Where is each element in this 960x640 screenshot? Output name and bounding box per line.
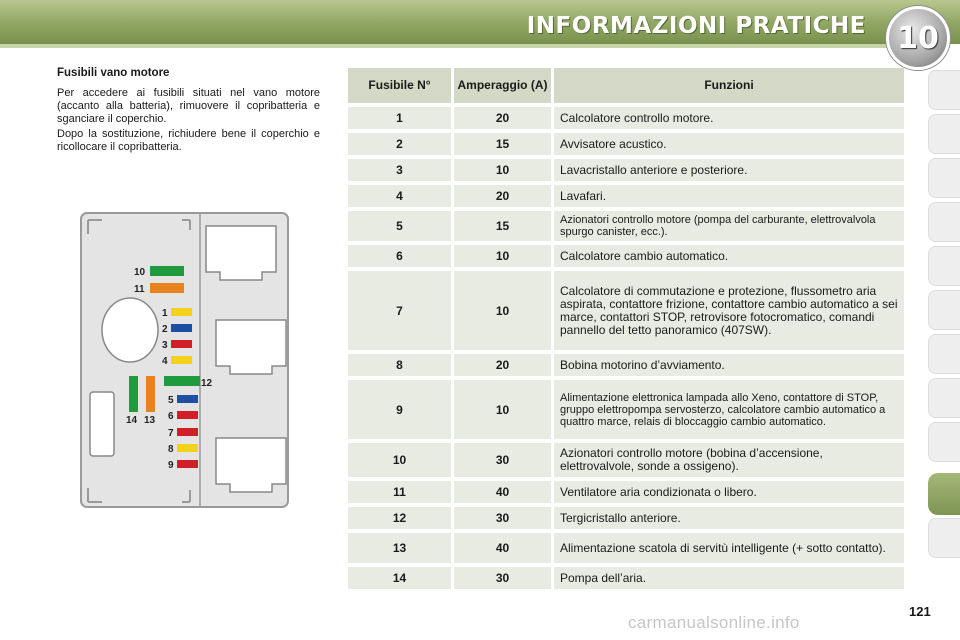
cell-amperage: 30 [454, 443, 551, 477]
cell-function: Bobina motorino d’avviamento. [554, 354, 904, 376]
fuse-11 [150, 283, 184, 293]
cell-amperage: 40 [454, 533, 551, 563]
cell-amperage: 20 [454, 185, 551, 207]
cell-function: Azionatori controllo motore (pompa del carburante, elettrovalvola spurgo canister, ecc.). [554, 211, 904, 241]
table-row [348, 159, 904, 181]
header-functions: Funzioni [554, 68, 904, 103]
watermark: carmanualsonline.info [628, 613, 800, 632]
cell-fuse-number: 4 [348, 185, 451, 207]
cell-fuse-number: 12 [348, 507, 451, 529]
cell-amperage: 40 [454, 481, 551, 503]
chapter-tab[interactable] [928, 158, 960, 198]
relay-socket-top [206, 226, 276, 280]
cell-amperage: 10 [454, 271, 551, 350]
fuse-label: 5 [168, 395, 174, 406]
fuse-6 [177, 411, 198, 419]
cell-fuse-number: 13 [348, 533, 451, 563]
fuse-label: 2 [162, 324, 168, 335]
cell-fuse-number: 3 [348, 159, 451, 181]
fuse-label: 10 [134, 267, 146, 278]
cell-function: Lavacristallo anteriore e posteriore. [554, 159, 904, 181]
fuse-label: 14 [126, 415, 138, 426]
table-row [348, 107, 904, 129]
header-fuse-number: Fusibile N° [348, 68, 451, 103]
table-row [348, 133, 904, 155]
fuse-label: 1 [162, 308, 168, 319]
fuse-box-diagram [80, 212, 290, 510]
cell-function: Alimentazione elettronica lampada allo Xeno, contattore di STOP, gruppo elettropompa servosterzo, calcolatore cambio automatico a quattro marce, relais di bloccaggio cambio automatico. [554, 380, 904, 439]
fuse-label: 13 [144, 415, 156, 426]
cell-function: Alimentazione scatola di servitù intelligente (+ sotto contatto). [554, 533, 904, 563]
cell-fuse-number: 14 [348, 567, 451, 589]
table-row [348, 185, 904, 207]
chapter-tab[interactable] [928, 334, 960, 374]
fuse-5 [177, 395, 198, 403]
cell-fuse-number: 5 [348, 211, 451, 241]
table-row [348, 507, 904, 529]
fuse-4 [171, 356, 192, 364]
chapter-tab[interactable] [928, 70, 960, 110]
cell-fuse-number: 2 [348, 133, 451, 155]
fuse-10 [150, 266, 184, 276]
table-row [348, 533, 904, 563]
fuse-label: 3 [162, 340, 168, 351]
table-row [348, 211, 904, 241]
fuse-label: 9 [168, 460, 174, 471]
cell-fuse-number: 9 [348, 380, 451, 439]
cell-amperage: 15 [454, 133, 551, 155]
fuse-12 [164, 376, 200, 386]
fuse-13 [146, 376, 155, 412]
page-number: 121 [909, 604, 931, 619]
cell-fuse-number: 1 [348, 107, 451, 129]
table-row [348, 354, 904, 376]
fuse-label: 4 [162, 356, 168, 367]
cell-function: Calcolatore di commutazione e protezione, flussometro aria aspirata, contattore frizione, contattore cambio automatico a sei marce, contattori STOP, retrovisore fotocromatico, comandi pannello del tetto panoramico (407SW). [554, 271, 904, 350]
chapter-tab[interactable] [928, 246, 960, 286]
table-row [348, 271, 904, 350]
page-header [0, 0, 960, 64]
cell-amperage: 15 [454, 211, 551, 241]
fuse-1 [171, 308, 192, 316]
table-row [348, 380, 904, 439]
cell-function: Pompa dell’aria. [554, 567, 904, 589]
chapter-badge [886, 6, 950, 70]
section-title: Fusibili vano motore [57, 67, 170, 79]
table-header [348, 68, 904, 103]
cell-fuse-number: 11 [348, 481, 451, 503]
chapter-tab[interactable] [928, 290, 960, 330]
fuse-label: 12 [201, 378, 213, 389]
chapter-tab-active[interactable] [928, 473, 960, 515]
table-row [348, 245, 904, 267]
table-row [348, 443, 904, 477]
header-divider [0, 44, 900, 48]
cell-amperage: 20 [454, 107, 551, 129]
relay-socket-round [102, 298, 158, 362]
chapter-tab[interactable] [928, 114, 960, 154]
cell-function: Lavafari. [554, 185, 904, 207]
fuse-8 [177, 444, 198, 452]
table-row [348, 567, 904, 589]
chapter-tab[interactable] [928, 422, 960, 462]
cell-function: Tergicristallo anteriore. [554, 507, 904, 529]
table-row [348, 481, 904, 503]
fuse-label: 11 [134, 284, 145, 295]
chapter-number: 10 [897, 21, 939, 56]
relay-socket-bottom [216, 438, 286, 492]
fuse-label: 7 [168, 428, 174, 439]
cell-function: Calcolatore controllo motore. [554, 107, 904, 129]
relay-socket-middle [216, 320, 286, 374]
intro-paragraph: Per accedere ai fusibili situati nel vano motore (accanto alla batteria), rimuovere il copribatteria e sganciare il coperchio. [57, 87, 320, 125]
fuse-label: 6 [168, 411, 174, 422]
cell-function: Avvisatore acustico. [554, 133, 904, 155]
cell-amperage: 30 [454, 507, 551, 529]
fuse-3 [171, 340, 192, 348]
header-amperage: Amperaggio (A) [454, 68, 551, 103]
cell-amperage: 10 [454, 245, 551, 267]
fuse-7 [177, 428, 198, 436]
cell-fuse-number: 6 [348, 245, 451, 267]
chapter-tab[interactable] [928, 518, 960, 558]
cell-function: Ventilatore aria condizionata o libero. [554, 481, 904, 503]
relay-socket-small [90, 392, 114, 456]
cell-fuse-number: 7 [348, 271, 451, 350]
cell-function: Calcolatore cambio automatico. [554, 245, 904, 267]
cell-function: Azionatori controllo motore (bobina d’accensione, elettrovalvole, sonde a ossigeno). [554, 443, 904, 477]
fuse-label: 8 [168, 444, 174, 455]
cell-amperage: 30 [454, 567, 551, 589]
cell-fuse-number: 10 [348, 443, 451, 477]
chapter-tab[interactable] [928, 202, 960, 242]
fuse-14 [129, 376, 138, 412]
cell-amperage: 20 [454, 354, 551, 376]
chapter-tab[interactable] [928, 378, 960, 418]
chapter-title: INFORMAZIONI PRATICHE [526, 13, 866, 39]
cell-amperage: 10 [454, 380, 551, 439]
fuse-2 [171, 324, 192, 332]
intro-paragraph: Dopo la sostituzione, richiudere bene il coperchio e ricollocare il copribatteria. [57, 128, 320, 153]
fuse-9 [177, 460, 198, 468]
cell-amperage: 10 [454, 159, 551, 181]
cell-fuse-number: 8 [348, 354, 451, 376]
